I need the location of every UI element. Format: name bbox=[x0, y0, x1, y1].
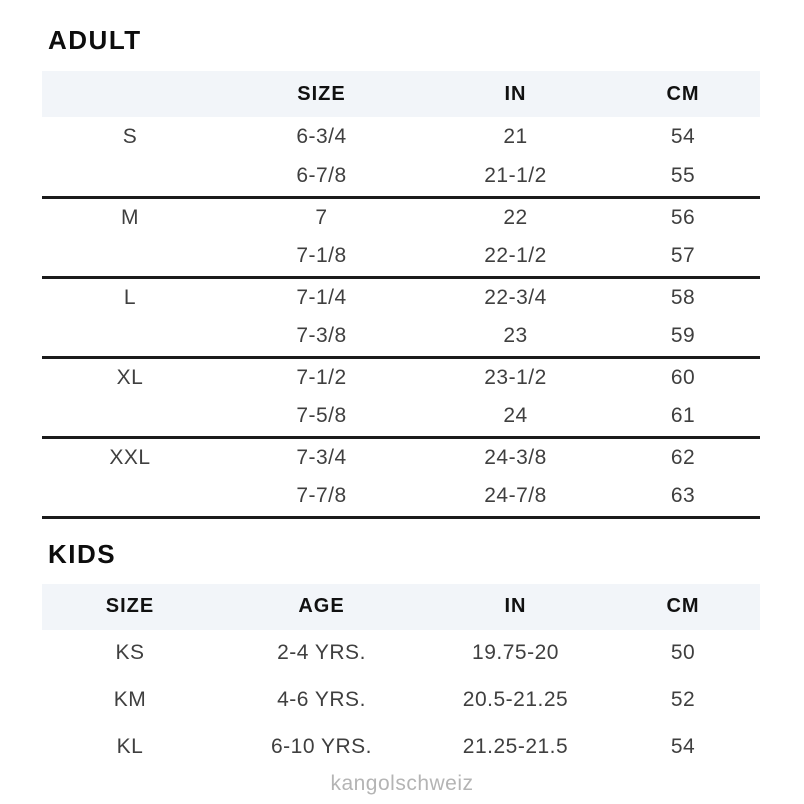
table-cell: 60 bbox=[670, 365, 696, 389]
table-cell: 50 bbox=[670, 641, 696, 664]
table-row bbox=[42, 117, 760, 157]
kids-col-header-cm: CM bbox=[606, 584, 760, 630]
table-cell: 61 bbox=[606, 397, 760, 437]
table-row bbox=[42, 630, 760, 677]
table-row bbox=[42, 197, 760, 237]
adult-col-header-in: IN bbox=[425, 71, 606, 117]
table-cell-blank bbox=[42, 317, 218, 357]
adult-size-label-xxl: XXL bbox=[109, 445, 151, 469]
table-cell-blank bbox=[42, 237, 218, 277]
kids-col-header-size: SIZE bbox=[42, 584, 218, 630]
table-cell: 7-3/4 bbox=[296, 445, 347, 469]
table-cell: 56 bbox=[670, 205, 696, 229]
adult-size-label-l: L bbox=[123, 285, 137, 309]
adult-size-label-s: S bbox=[122, 125, 138, 148]
table-cell: 58 bbox=[670, 285, 696, 309]
table-cell: 7-1/8 bbox=[218, 237, 425, 277]
table-cell: 21 bbox=[503, 125, 528, 148]
table-cell: 21-1/2 bbox=[425, 157, 606, 197]
table-cell: 24-7/8 bbox=[425, 477, 606, 517]
kids-size-label-km: KM bbox=[113, 688, 147, 711]
table-cell: 7-3/8 bbox=[218, 317, 425, 357]
adult-size-label-m: M bbox=[121, 205, 139, 229]
table-cell: 7-5/8 bbox=[218, 397, 425, 437]
table-cell: 63 bbox=[606, 477, 760, 517]
table-cell: 22 bbox=[503, 205, 528, 229]
table-row bbox=[42, 357, 760, 397]
table-row bbox=[42, 317, 760, 357]
table-cell: 6-7/8 bbox=[218, 157, 425, 197]
kids-col-header-age: AGE bbox=[218, 584, 425, 630]
table-cell-blank bbox=[42, 157, 218, 197]
kids-size-label-ks: KS bbox=[115, 641, 145, 664]
table-cell: 2-4 YRS. bbox=[277, 641, 366, 664]
table-cell: 7-1/2 bbox=[296, 365, 347, 389]
table-cell-blank bbox=[42, 397, 218, 437]
table-cell-blank bbox=[42, 477, 218, 517]
table-cell: 24 bbox=[425, 397, 606, 437]
table-row bbox=[42, 277, 760, 317]
table-cell: 21.25-21.5 bbox=[462, 735, 569, 758]
table-row bbox=[42, 724, 760, 771]
table-cell: 59 bbox=[606, 317, 760, 357]
adult-size-label-xl: XL bbox=[116, 365, 144, 389]
table-cell: 4-6 YRS. bbox=[277, 688, 366, 711]
kids-col-header-in: IN bbox=[425, 584, 606, 630]
adult-header-row bbox=[42, 71, 760, 117]
kids-size-label-kl: KL bbox=[116, 735, 144, 758]
table-cell: 57 bbox=[606, 237, 760, 277]
table-cell: 6-3/4 bbox=[296, 125, 347, 148]
adult-col-header-blank bbox=[42, 71, 218, 117]
table-row bbox=[42, 677, 760, 724]
table-row bbox=[42, 397, 760, 437]
table-cell: 20.5-21.25 bbox=[462, 688, 569, 711]
table-cell: 7 bbox=[315, 205, 328, 229]
watermark-text: kangolschweiz bbox=[330, 771, 474, 795]
table-cell: 23 bbox=[425, 317, 606, 357]
kids-header-row bbox=[42, 584, 760, 630]
table-cell: 62 bbox=[670, 445, 696, 469]
table-cell: 54 bbox=[670, 735, 696, 758]
kids-section-title: KIDS bbox=[48, 538, 117, 569]
kids-size-table bbox=[42, 584, 760, 771]
table-cell: 24-3/8 bbox=[484, 445, 547, 469]
table-cell: 22-1/2 bbox=[425, 237, 606, 277]
adult-size-table bbox=[42, 71, 760, 519]
table-cell: 7-7/8 bbox=[218, 477, 425, 517]
table-row bbox=[42, 437, 760, 477]
table-cell: 22-3/4 bbox=[484, 285, 547, 309]
adult-section-title: ADULT bbox=[48, 25, 142, 55]
table-row bbox=[42, 477, 760, 517]
table-cell: 6-10 YRS. bbox=[271, 735, 372, 758]
table-cell: 52 bbox=[670, 688, 696, 711]
table-cell: 54 bbox=[670, 125, 696, 148]
table-cell: 19.75-20 bbox=[472, 641, 559, 664]
table-cell: 23-1/2 bbox=[484, 365, 547, 389]
table-row bbox=[42, 237, 760, 277]
table-row bbox=[42, 157, 760, 197]
table-cell: 55 bbox=[606, 157, 760, 197]
adult-col-header-size: SIZE bbox=[218, 71, 425, 117]
adult-col-header-cm: CM bbox=[606, 71, 760, 117]
table-cell: 7-1/4 bbox=[296, 285, 347, 309]
